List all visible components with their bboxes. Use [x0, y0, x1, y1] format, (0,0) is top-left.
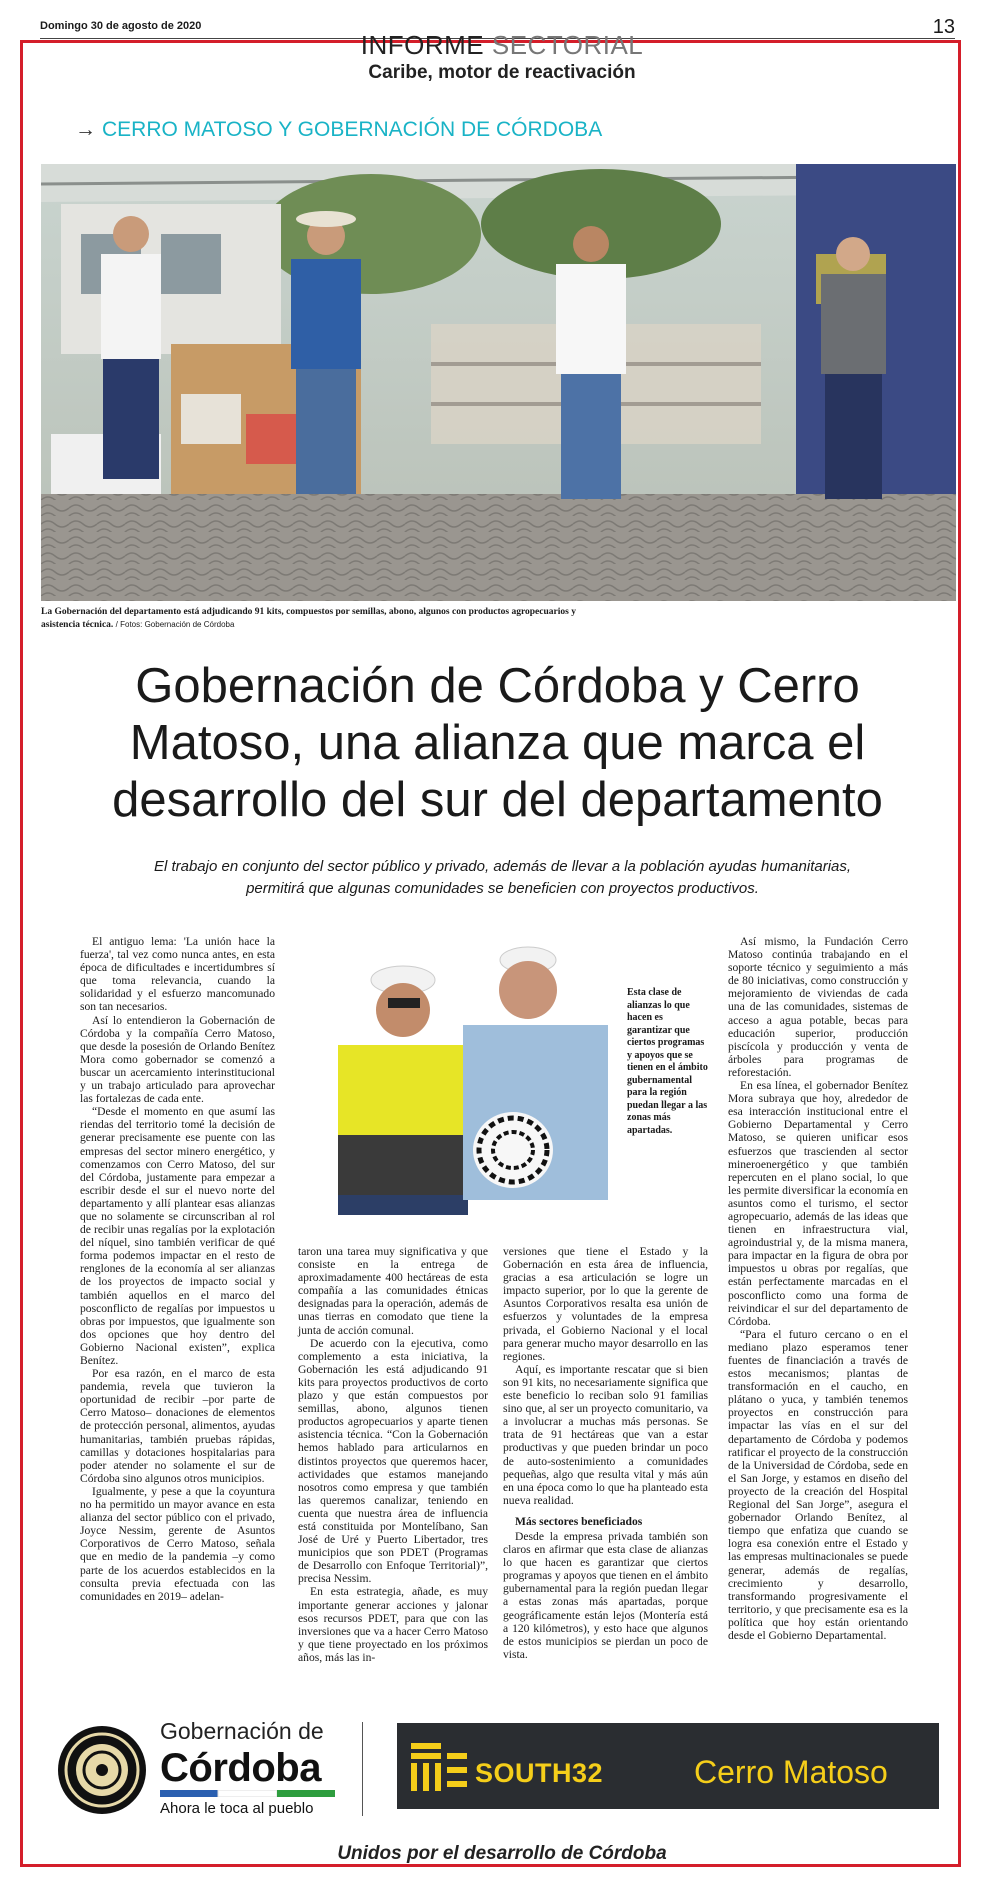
south32-cerro-matoso-logo — [397, 1723, 939, 1809]
paragraph: Así lo entendieron la Gobernación de Córdoba y la compañía Cerro Matoso, que desde la posesión de Orlando Benítez Mora como gobernador se comenzó a buscar un acercamiento interinstitucional y un trabajo articulado para aprovechar las fortalezas de cada ente. — [80, 1013, 275, 1106]
paragraph: taron una tarea muy significativa y que consiste en la entrega de aproximadamente 400 hectáreas de esta compañía a las comunidades étnicas designadas para la operación, además de unas tierras en comodato que tiene la junta de acción comunal. — [298, 1245, 488, 1337]
deck-line-2: permitirá que algunas comunidades se beneficien con proyectos productivos. — [246, 880, 759, 897]
gobernacion-line1: Gobernación de — [160, 1718, 324, 1744]
section-subtitle: Caribe, motor de reactivación — [368, 62, 636, 83]
page-number: 13 — [932, 16, 955, 38]
headline-line-2: Matoso, una alianza que marca el — [129, 716, 866, 770]
photo-caption — [41, 606, 601, 632]
headline-line-3: desarrollo del sur del departamento — [112, 773, 883, 827]
paragraph: Desde la empresa privada también son claros en afirmar que esta clase de alianzas lo que hacen es garantizar que ciertos programas y apoyos que tienen en el ámbito gubernamental para la región puedan llegar a estas zonas más apartadas, porque geográficamente están lejos (Montería está a 120 kilómetros), y esto hace que algunos de estos municipios se pierdan un poco de vista. — [503, 1529, 708, 1661]
paragraph: En esta estrategia, añade, es muy importante generar acciones y jalonar esos recursos PDET, para que con las inversiones que va a hacer Cerro Matoso y que tiene proyectado en los próximos años, más las in- — [298, 1585, 488, 1664]
paragraph: versiones que tiene el Estado y la Gobernación en esta área de influencia, gracias a esa articulación se logre un impacto superior, por lo que la gerente de Asuntos Corporativos resalta esa unión de esfuerzos y voluntades de la empresa privada, el Gobierno Nacional y el local para generar mucho mayor desarrollo en las regiones. — [503, 1245, 708, 1363]
paragraph: Por esa razón, en el marco de esta pandemia, revela que tuvieron la oportunidad de recibir –por parte de Cerro Matoso– donaciones de elementos de protección personal, alimentos, ayudas humanitarias, también pruebas rápidas, camillas y dotaciones hospitalarias para poder atender no solamente el sur de Córdoba sino algunos otros municipios. — [80, 1367, 275, 1485]
issue-date: Domingo 30 de agosto de 2020 — [40, 20, 202, 32]
kicker-text: CERRO MATOSO Y GOBERNACIÓN DE CÓRDOBA — [102, 118, 603, 141]
paragraph: En esa línea, el gobernador Benítez Mora subraya que hoy, alrededor de esa interacción institucional entre el Gobierno Departamental y Cerro Matoso, se quieren unificar esos esfuerzos que trascienden al sector mineroenergético y que también repercuten en el plano social, lo que les permite diversificar la economía en asuntos como el turismo, el sector agropecuario, además de las ideas que tienen en infraestructura vial, agroindustrial y, de la misma manera, para impactar en la figura de obra por impuestos u obras por regalías, que están perfectamente marcadas en el posconflicto como una forma de reivindicar el sur del departamento de Córdoba. — [728, 1079, 908, 1328]
headline — [40, 658, 955, 829]
photo-credit: / Fotos: Gobernación de Córdoba — [115, 620, 235, 629]
paragraph: “Para el futuro cercano o en el mediano plazo esperamos tener fuentes de financiación a través de estos mecanismos; plantas de transformación en el caucho, en plátano o yuca, y también tenemos proyectos en construcción para impactar las vías en el sur del departamento de Córdoba y podemos ratificar el proyecto de la construcción de la Universidad de Córdoba, sede en el San Jorge, y estamos en diseño del proyecto de la creación del Hospital Regional del San Jorge”, asegura el gobernador Orlando Benítez, al tiempo que enfatiza que cuando se logra esa conexión entre el Estado y las empresas multinacionales se puede generar, además de regalías, crecimiento y desarrollo, transformando progresivamente el territorio, y que precisamente esa es la política que hoy están orientando desde el Gobierno Departamental. — [728, 1327, 908, 1642]
paragraph: El antiguo lema: 'La unión hace la fuerza', tal vez como nunca antes, en esta época de dificultades e incertidumbres sí que toma relevancia, cuando la solidaridad y el esfuerzo mancomunado son tan necesarios. — [80, 935, 275, 1014]
article-column-1 — [80, 935, 275, 1603]
cerro-matoso-wordmark: Cerro Matoso — [694, 1754, 888, 1790]
section-title-part1: INFORME — [360, 30, 485, 60]
article-column-2 — [298, 1245, 488, 1664]
pull-quote: Esta clase de alianzas lo que hacen es garantizar que ciertos programas y apoyos que se tienen en el ámbito gubernamental para la región puedan llegar a las zonas más apartadas. — [627, 987, 708, 1136]
gobernacion-logo — [56, 1718, 351, 1818]
arrow-right-icon: → — [75, 118, 96, 141]
deck — [110, 856, 895, 900]
secondary-photo — [318, 940, 618, 1215]
article-column-3 — [503, 1245, 708, 1661]
footer-divider — [362, 1722, 363, 1816]
headline-line-1: Gobernación de Córdoba y Cerro — [135, 659, 860, 713]
flag-stripe-icon — [160, 1790, 335, 1797]
main-photo — [41, 164, 956, 601]
section-title — [0, 30, 1004, 61]
south32-mark-icon — [411, 1743, 467, 1791]
gobernacion-line2: Córdoba — [160, 1746, 321, 1790]
kicker — [75, 118, 602, 142]
subheading: Más sectores beneficiados — [515, 1514, 643, 1528]
paragraph: De acuerdo con la ejecutiva, como complemento a esta iniciativa, la Gobernación les está adjudicando 91 kits para proyectos productivos de corto plazo y que están compuestos por semillas, abono, algunos tienen productos agropecuarios y aparte tienen asistencia técnica. “Con la Gobernación hemos hablado para articularnos en distintos proyectos que queremos hacer, actividades que estamos manejando nosotros como empresa y que también las queremos canalizar, teniendo en cuenta que nuestra área de influencia está constituida por Montelíbano, San José de Uré y Puerto Libertador, tres municipios que son PDET (Programas de Desarrollo con Enfoque Territorial)”, precisa Nessim. — [298, 1336, 488, 1586]
paragraph: Aquí, es importante rescatar que si bien son 91 kits, no necesariamente significa que este beneficio lo reciban solo 91 familias sino que, al ser un proyecto comunitario, va a involucrar a muchas más personas. Se trata de 91 hectáreas que van a estar productivas y que pueden brindar un poco de auto-sostenimiento a comunidades pequeñas, algo que resulta vital y más aún en una época como lo que ha planteado esta nueva realidad. — [503, 1362, 708, 1507]
south32-wordmark: SOUTH32 — [475, 1758, 604, 1788]
seal-icon — [56, 1724, 148, 1816]
paragraph: Así mismo, la Fundación Cerro Matoso continúa trabajando en el soporte técnico y seguimiento a más de 80 iniciativas, como construcción y mejoramiento de viviendas de cada una de las comunidades, sistemas de acceso a agua potable, becas para educación superior, producción piscícola y producción y venta de árboles para programas de reforestación. — [728, 935, 908, 1079]
photo-caption-text: La Gobernación del departamento está adjudicando 91 kits, compuestos por semillas, abono, algunos con productos agropecuarios y asistencia técnica. — [41, 607, 576, 630]
paragraph: “Desde el momento en que asumí las riendas del territorio tomé la decisión de generar precisamente ese puente con las empresas del sector minero energético, y comenzamos con Cerro Matoso, del sur del Córdoba, justamente para empezar a escribir desde el sur el nuevo norte del departamento y allí plantear esas alianzas que no solamente se circunscriban al rol de recibir unas regalías por la explotación del níquel, sino también verificar de qué forma podemos impactar en el resto de renglones de la economía al ser alianzas de los proyectos de impacto social y también aquellos en el marco del posconflicto de regalías por impuestos u obras por impuestos, que igualmente son dos opciones que hoy dentro del Gobierno Nacional existen”, explica Benítez. — [80, 1105, 275, 1367]
gobernacion-slogan: Ahora le toca al pueblo — [160, 1800, 314, 1817]
paragraph: Igualmente, y pese a que la coyuntura no ha permitido un mayor avance en esta alianza del sector público con el privado, Joyce Nessim, gerente de Asuntos Corporativos de Cerro Matoso, señala que en medio de la pandemia –y como parte de los acuerdos establecidos en la consulta previa efectuada con las comunidades en 2019– adelan- — [80, 1484, 275, 1603]
footer-tagline: Unidos por el desarrollo de Córdoba — [337, 1843, 667, 1864]
article-column-4 — [728, 935, 908, 1642]
section-title-part2: SECTORIAL — [491, 30, 644, 60]
deck-line-1: El trabajo en conjunto del sector público y privado, además de llevar a la población ayudas humanitarias, — [153, 858, 852, 875]
